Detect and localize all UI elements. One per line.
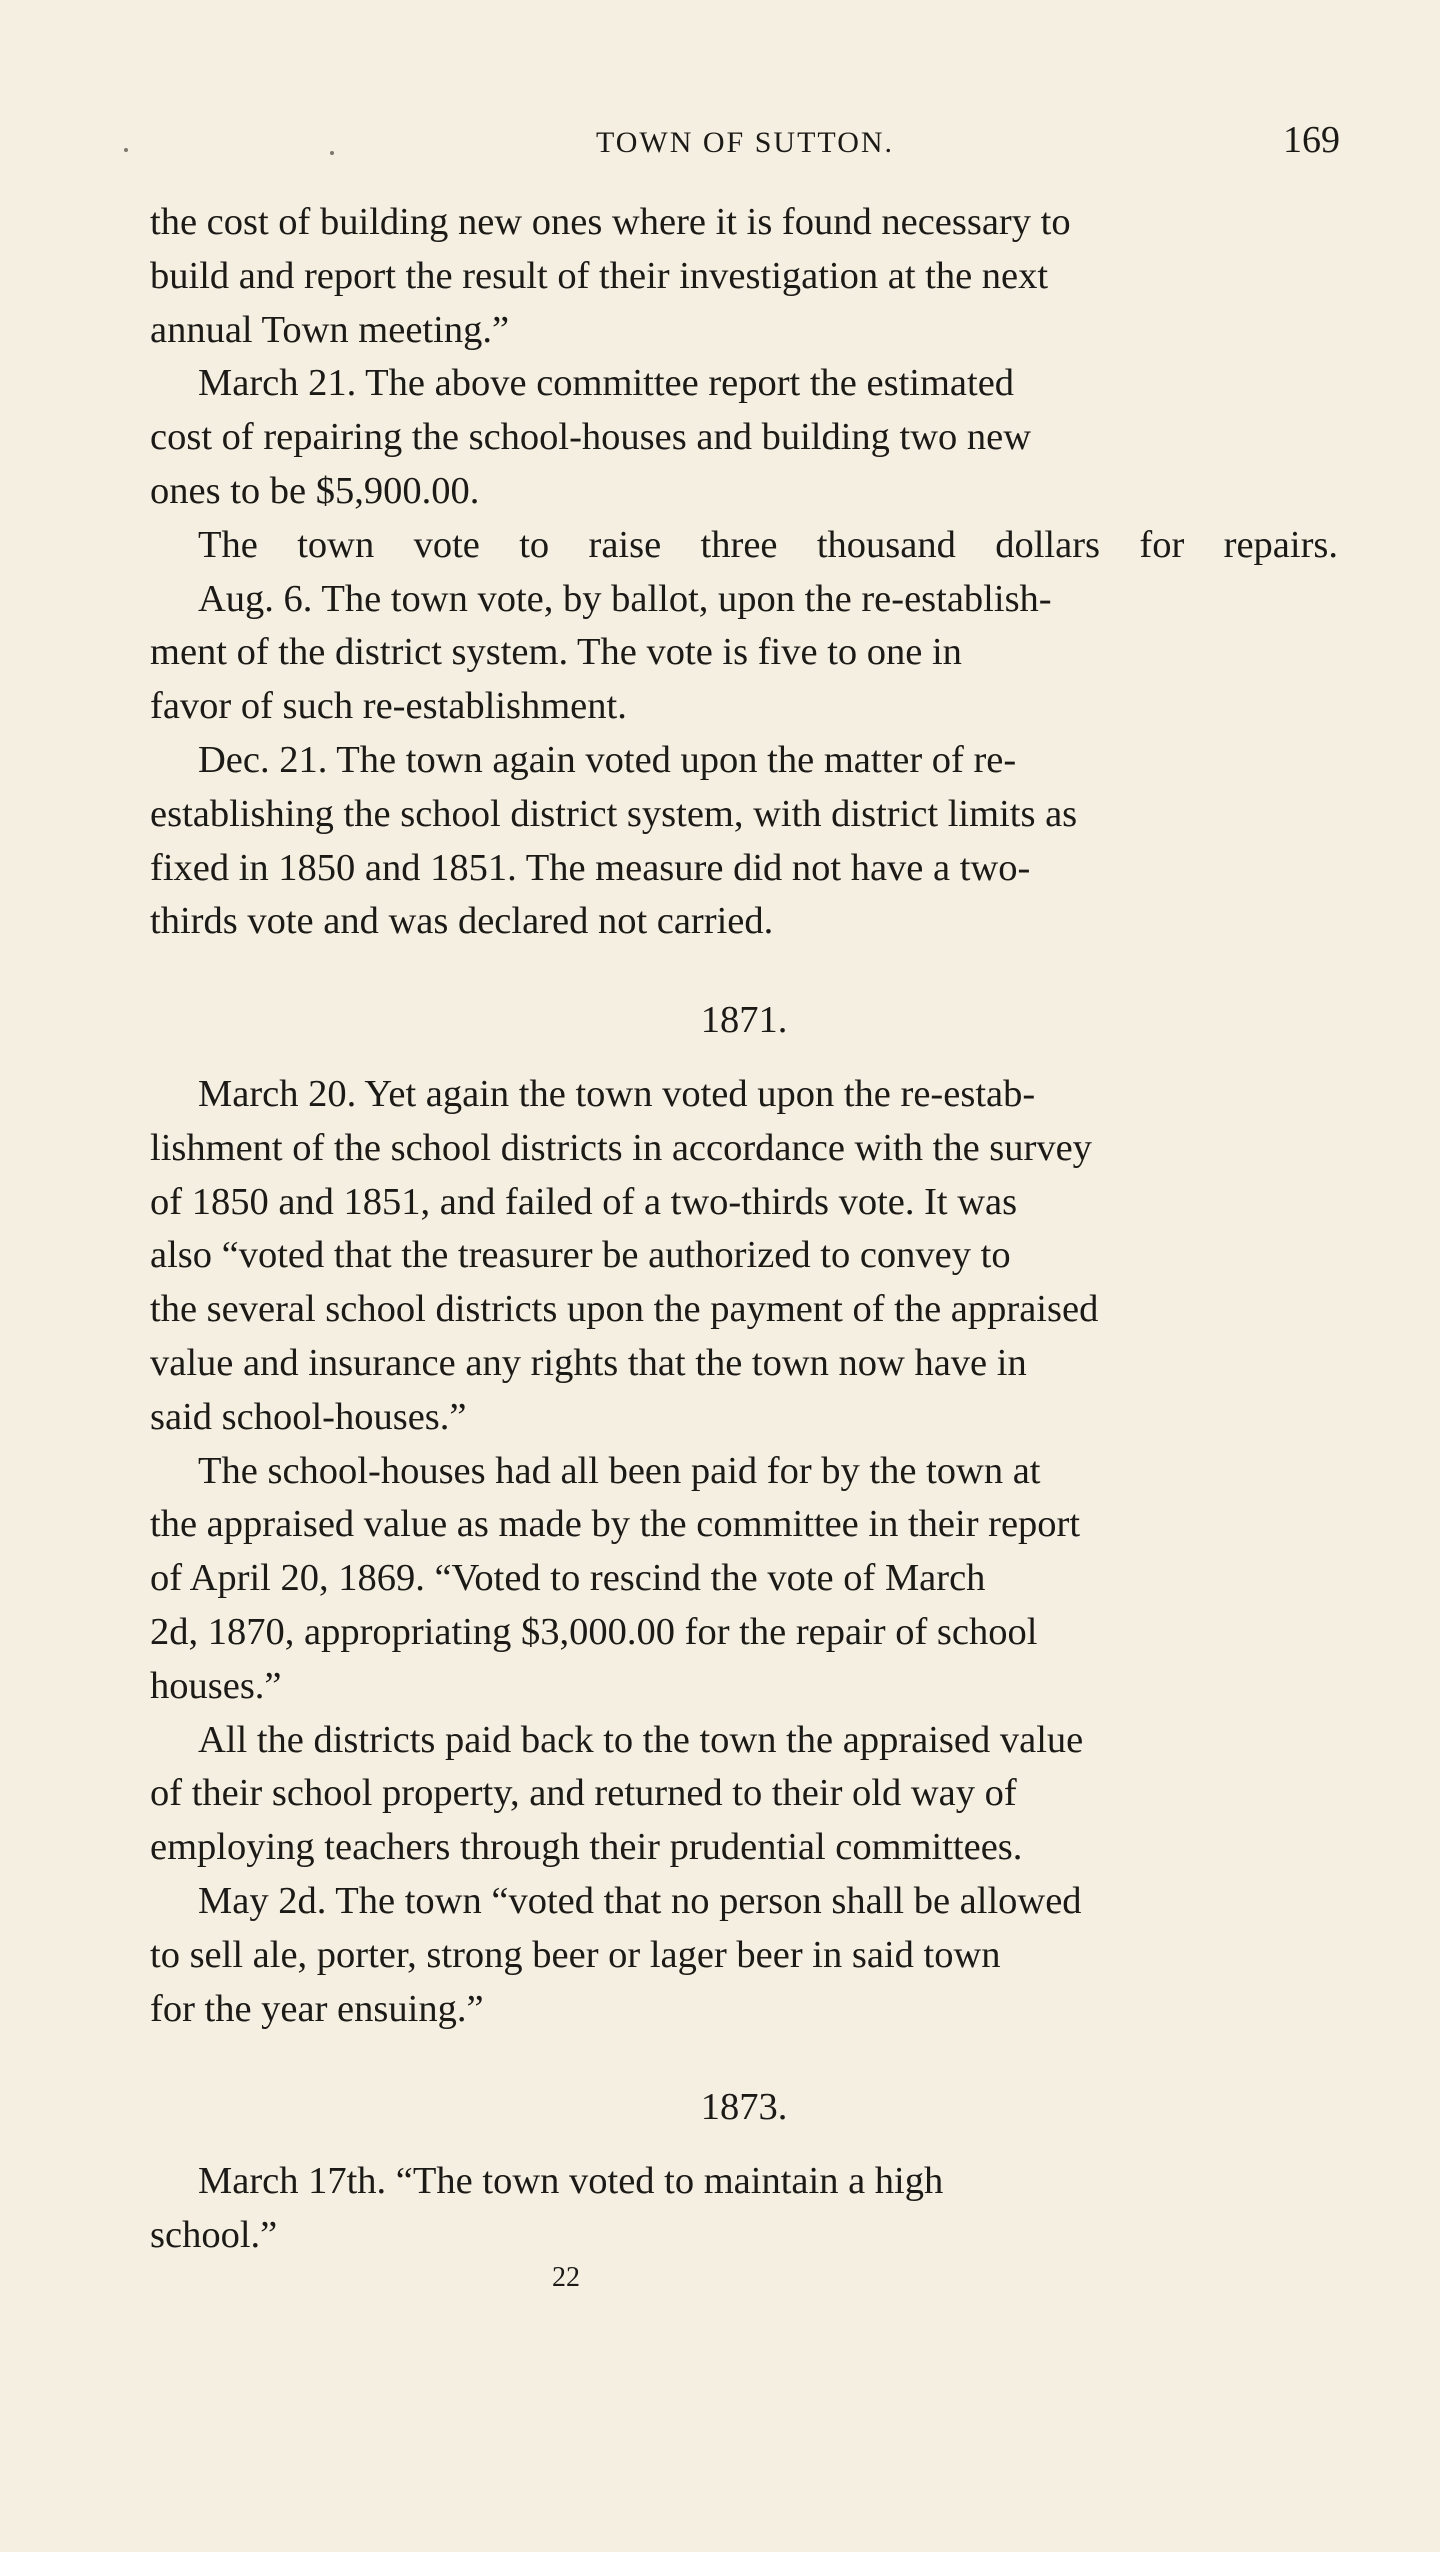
text-line: The town vote to raise three thousand dollars for repairs. xyxy=(198,523,1338,566)
text-line: thirds vote and was declared not carried. xyxy=(150,900,774,943)
text-line: employing teachers through their prudential committees. xyxy=(150,1826,1023,1869)
text-line: fixed in 1850 and 1851. The measure did not have a two- xyxy=(150,846,1031,889)
year-heading-1873: 1873. xyxy=(700,2086,788,2129)
paragraph-dec-21 xyxy=(150,734,1338,949)
text-line: The school-houses had all been paid for by the town at xyxy=(198,1449,1041,1492)
text-line: the cost of building new ones where it is found necessary to xyxy=(150,201,1071,243)
text-line: March 17th. “The town voted to maintain a high xyxy=(198,2160,944,2203)
text-line: lishment of the school districts in accordance with the survey xyxy=(150,1126,1092,1169)
text-line: favor of such re-establishment. xyxy=(150,685,627,728)
text-line: for the year ensuing.” xyxy=(150,1987,484,2030)
paragraph-march-20 xyxy=(150,1068,1338,1445)
text-line: to sell ale, porter, strong beer or lager beer in said town xyxy=(150,1933,1001,1976)
paragraph-districts-paid-back xyxy=(150,1714,1338,1875)
text-line: school.” xyxy=(150,2213,278,2256)
text-line: value and insurance any rights that the town now have in xyxy=(150,1341,1027,1384)
text-line: annual Town meeting.” xyxy=(150,308,510,351)
paragraph-continued xyxy=(150,196,1338,357)
year-heading-1871: 1871. xyxy=(700,999,788,1042)
text-line: the appraised value as made by the committee in their report xyxy=(150,1503,1081,1546)
text-line: ones to be $5,900.00. xyxy=(150,469,480,512)
text-line: cost of repairing the school-houses and building two new xyxy=(150,416,1032,459)
paragraph-school-houses-paid xyxy=(150,1445,1338,1714)
text-line: March 20. Yet again the town voted upon the re-estab- xyxy=(198,1072,1036,1115)
text-line: the several school districts upon the payment of the appraised xyxy=(150,1288,1099,1331)
paragraph-march-17th xyxy=(150,2155,1338,2263)
paragraph-march-21 xyxy=(150,357,1338,518)
text-line: of their school property, and returned to their old way of xyxy=(150,1772,1017,1815)
running-title: TOWN OF SUTTON. xyxy=(595,126,895,159)
paragraph-repairs-vote xyxy=(150,519,1338,573)
text-line: May 2d. The town “voted that no person shall be allowed xyxy=(198,1879,1082,1922)
text-line: All the districts paid back to the town the appraised value xyxy=(198,1718,1084,1761)
signature-mark: 22 xyxy=(552,2262,580,2293)
specks xyxy=(124,148,128,152)
paragraph-aug-6 xyxy=(150,573,1338,734)
text-line: of April 20, 1869. “Voted to rescind the vote of March xyxy=(150,1557,986,1600)
text-line: establishing the school district system, with district limits as xyxy=(150,792,1078,835)
text-line: Dec. 21. The town again voted upon the matter of re- xyxy=(198,738,1017,781)
text-line: Aug. 6. The town vote, by ballot, upon the re-establish- xyxy=(198,577,1052,620)
text-line: March 21. The above committee report the estimated xyxy=(198,362,1015,405)
text-line: ment of the district system. The vote is five to one in xyxy=(150,631,962,674)
page-number: 169 xyxy=(1283,119,1340,161)
text-line: said school-houses.” xyxy=(150,1395,467,1438)
text-line: 2d, 1870, appropriating $3,000.00 for the repair of school xyxy=(150,1610,1038,1653)
paragraph-may-2d xyxy=(150,1875,1338,2036)
text-line: of 1850 and 1851, and failed of a two-thirds vote. It was xyxy=(150,1180,1018,1223)
text-line: build and report the result of their investigation at the next xyxy=(150,254,1049,297)
text-line: houses.” xyxy=(150,1664,282,1707)
running-head xyxy=(150,118,1340,168)
body-text xyxy=(150,196,1338,2263)
text-line: also “voted that the treasurer be authorized to convey to xyxy=(150,1234,1011,1277)
